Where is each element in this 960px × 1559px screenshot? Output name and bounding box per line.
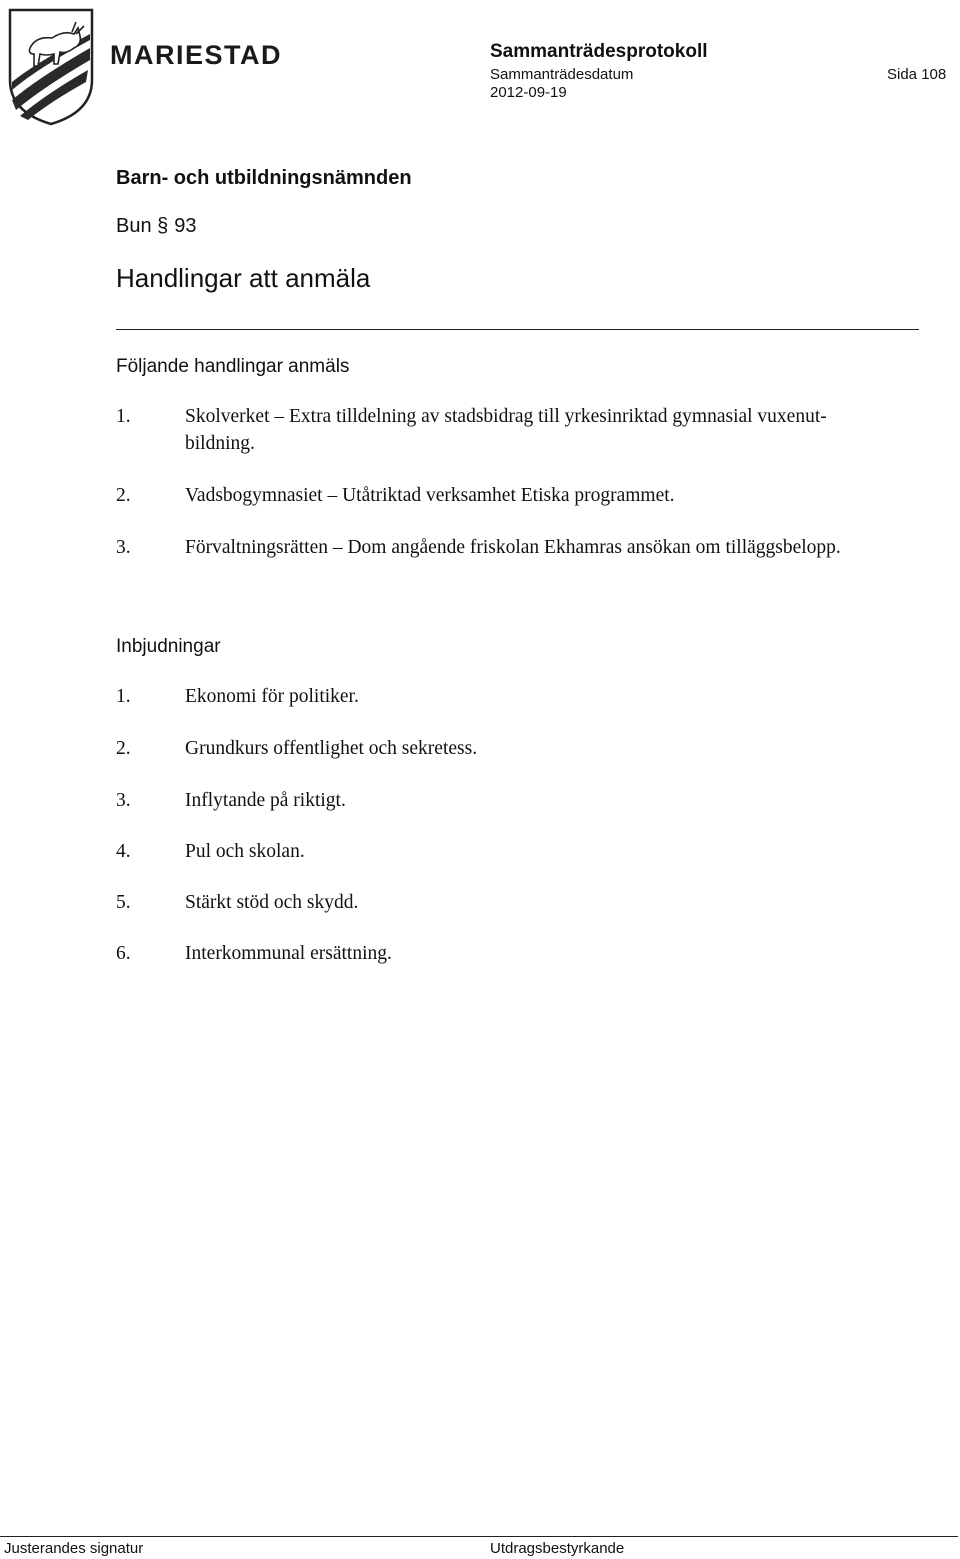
list-item-text: Ekonomi för politiker. (185, 686, 359, 707)
list-item-number: 4. (116, 841, 131, 862)
list-item-number: 6. (116, 943, 131, 964)
list-item-number: 1. (116, 686, 131, 707)
invitations-title: Inbjudningar (116, 636, 221, 657)
mariestad-coat-of-arms-logo (8, 8, 94, 126)
meeting-date-label: Sammanträdesdatum (490, 66, 634, 83)
page-heading: Handlingar att anmäla (116, 263, 371, 293)
list-item-number: 2. (116, 738, 131, 759)
list-item-number: 2. (116, 485, 131, 506)
list-item-text: Pul och skolan. (185, 841, 305, 862)
document-title: Sammanträdesprotokoll (490, 41, 708, 62)
list-item-text: Förvaltningsrätten – Dom angående friskolan Ekhamras ansökan om tilläggsbelopp. (185, 537, 841, 558)
list-item-number: 1. (116, 406, 131, 427)
list-item-text: Stärkt stöd och skydd. (185, 892, 359, 913)
section-number: 93 (174, 215, 197, 237)
list-item-text: Vadsbogymnasiet – Utåtriktad verksamhet Etiska programmet. (185, 485, 675, 506)
section-reference (116, 215, 197, 238)
logo-wordmark: MARIESTAD (110, 40, 282, 70)
list-item-number: 5. (116, 892, 131, 913)
footer-divider (0, 1536, 958, 1537)
reported-documents-title: Följande handlingar anmäls (116, 356, 350, 377)
section-symbol: § (157, 215, 169, 237)
footer-extract-certification-label: Utdragsbestyrkande (490, 1540, 625, 1557)
list-item-text: Skolverket – Extra tilldelning av stadsbidrag till yrkesinriktad gymnasial vuxenut- (185, 406, 827, 427)
heading-divider (116, 329, 919, 330)
list-item-text: Grundkurs offentlighet och sekretess. (185, 738, 478, 759)
meeting-date: 2012-09-19 (490, 84, 567, 101)
footer-signature-label: Justerandes signatur (4, 1540, 144, 1557)
committee-name: Barn- och utbildningsnämnden (116, 167, 412, 189)
list-item-number: 3. (116, 537, 131, 558)
list-item-text: Interkommunal ersättning. (185, 943, 392, 964)
page-number: Sida 108 (887, 66, 947, 83)
list-item-text: Inflytande på riktigt. (185, 790, 346, 811)
section-prefix: Bun (116, 215, 152, 237)
list-item-text-continued: bildning. (185, 433, 255, 454)
list-item-number: 3. (116, 790, 131, 811)
